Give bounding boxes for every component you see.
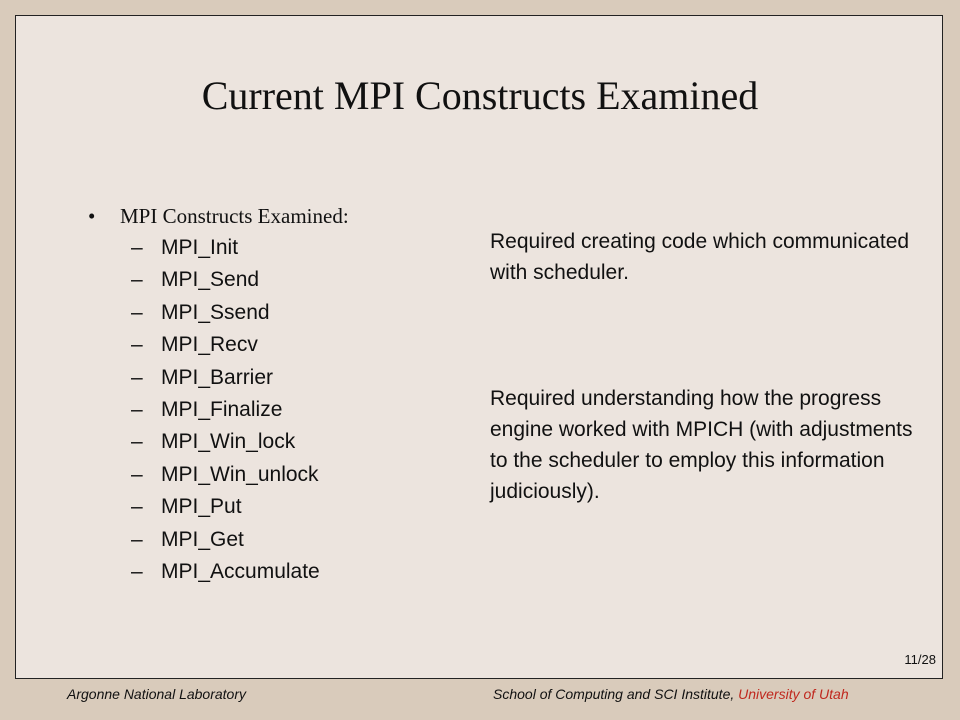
slide-title: Current MPI Constructs Examined [201,73,759,118]
construct-label: MPI_Init [161,236,239,259]
construct-label: MPI_Win_unlock [161,462,319,486]
construct-item [131,524,320,556]
construct-label: MPI_Recv [161,333,258,357]
footer-school-text: School of Computing and SCI Institute, [493,686,735,702]
footer-organization: Argonne National Laboratory [67,686,247,702]
construct-item [131,394,320,426]
construct-item [131,362,320,394]
footer-university-text: University of Utah [738,686,849,702]
construct-item [131,426,320,458]
dash-icon: – [131,236,143,259]
construct-list [131,232,320,588]
construct-label: MPI_Accumulate [161,559,320,583]
construct-label: MPI_Put [161,495,242,519]
dash-icon: – [131,559,143,583]
dash-icon: – [131,300,143,324]
construct-label: MPI_Ssend [161,300,270,324]
construct-item [131,329,320,361]
dash-icon: – [131,527,143,551]
construct-item [131,556,320,588]
bullet-dot-icon: • [88,204,96,228]
construct-item [131,297,320,329]
construct-label: MPI_Barrier [161,365,274,389]
dash-icon: – [131,268,143,292]
dash-icon: – [131,333,143,357]
construct-item [131,491,320,523]
construct-label: MPI_Finalize [161,397,283,421]
note-scheduler-code: Required creating code which communicated with scheduler. [490,230,910,284]
construct-item [131,232,320,264]
dash-icon: – [131,495,143,519]
construct-label: MPI_Send [161,268,260,292]
bullet-heading [88,202,349,230]
page-counter: 11/28 [904,652,936,667]
note-progress-engine: Required understanding how the progress engine worked with MPICH (with adjustments to the scheduler to employ this information judiciously). [490,387,913,503]
dash-icon: – [131,397,143,421]
footer-institution [493,686,849,702]
dash-icon: – [131,462,143,486]
construct-item [131,459,320,491]
construct-item [131,264,320,296]
dash-icon: – [131,365,143,389]
construct-label: MPI_Win_lock [161,430,296,454]
bullet-heading-text: MPI Constructs Examined: [120,204,349,228]
construct-label: MPI_Get [161,527,244,551]
dash-icon: – [131,430,143,454]
